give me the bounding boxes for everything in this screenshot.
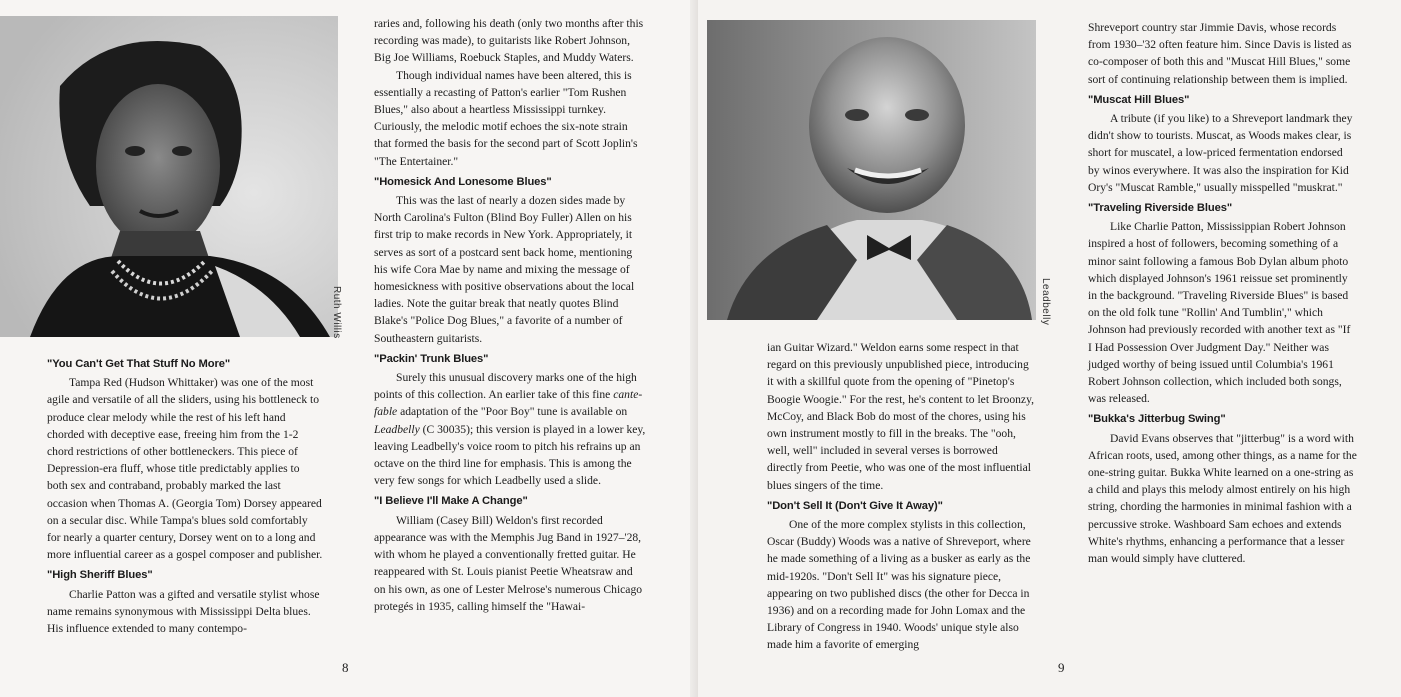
heading-muscat-hill-blues: "Muscat Hill Blues" bbox=[1088, 93, 1190, 106]
photo-credit-ruth-willis: Ruth Willis bbox=[331, 286, 342, 339]
text-segment: Surely this unusual discovery marks one of the high points of this collection. An earlier take of this fine bbox=[374, 371, 637, 402]
heading-packin-trunk-blues: "Packin' Trunk Blues" bbox=[374, 352, 489, 365]
left-page bbox=[0, 0, 698, 697]
right-column-1 bbox=[767, 339, 1035, 654]
heading-homesick-and-lonesome: "Homesick And Lonesome Blues" bbox=[374, 175, 552, 188]
left-column-2 bbox=[374, 15, 647, 615]
paragraph-bukka-white: David Evans observes that "jitterbug" is a word with African roots, used, among other things, as a name for the one-string guitar. Bukka White learned on a one-string as a child and plays this melody almost entirely on his high string, chording the harmonies in minimal fashion with a percussive stroke. Washboard Sam echoes and extends White's rhythms, enhancing a performance that a lesser man would simply have cluttered. bbox=[1088, 431, 1357, 566]
italic-cante-fable: cante-fable bbox=[374, 388, 643, 419]
paragraph-buddy-woods: One of the more complex stylists in this collection, Oscar (Buddy) Woods was a native of Shreveport, where he made something of a living as a busker as early as the mid-1920s. "Don't Sell It" was his signature piece, appearing on two published discs (the other for Decca in 1936) and on a recording made for John Lomax and the Library of Congress in 1940. Woods' unique style also made him a favorite of emerging bbox=[767, 518, 1031, 652]
portrait-photo-woman bbox=[0, 16, 338, 337]
paragraph-blind-boy-fuller: This was the last of nearly a dozen sides made by North Carolina's Fulton (Blind Boy Fuller) Allen on his first trip to make records in New York. Appropriately, it serves as sort of a postcard sent back home, mentioning his wife Cora Mae by name and mixing the message of homesickness with positive observations about the local ladies. Note the guitar break that neatly quotes Blind Blake's "Police Dog Blues," a favorite of a number of Southeastern guitarists. bbox=[374, 194, 635, 345]
heading-traveling-riverside-blues: "Traveling Riverside Blues" bbox=[1088, 202, 1233, 215]
paragraph-tom-rushen: Though individual names have been altered, this is essentially a recasting of Patton's earlier "Tom Rushen Blues," also about a heartless Mississippi turnkey. Curiously, the melodic motif echoes the six-note strain that formed the basis for the second part of Scott Joplin's "The Entertainer." bbox=[374, 68, 638, 168]
paragraph-robert-johnson: Like Charlie Patton, Mississippian Robert Johnson inspired a host of followers, becoming something of a minor saint following a famous Bob Dylan album photo which displayed Johnson's 1961 reissue set prominently in the background. "Traveling Riverside Blues" is based on the old folk tune "Rollin' And Tumblin'," which Johnson had previously recorded with another text as "If I Had Possession Over Judgment Day." Neither was judged worthy of being issued until Columbia's 1961 Robert Johnson collection, which included both songs, was released. bbox=[1088, 220, 1351, 406]
leadbelly-portrait-image bbox=[707, 20, 1036, 320]
photo-credit-leadbelly: Leadbelly bbox=[1040, 278, 1051, 326]
italic-leadbelly-album: Leadbelly bbox=[374, 422, 420, 436]
heading-you-cant-get-that-stuff: "You Can't Get That Stuff No More" bbox=[47, 358, 231, 370]
heading-high-sheriff-blues: "High Sheriff Blues" bbox=[47, 569, 153, 582]
woman-portrait-image bbox=[0, 16, 338, 337]
left-column-1 bbox=[47, 352, 323, 637]
text-segment: adaptation of the "Poor Boy" tune is available on bbox=[397, 405, 628, 419]
portrait-photo-leadbelly bbox=[707, 20, 1036, 320]
paragraph-weldon-continued: ian Guitar Wizard." Weldon earns some respect in that regard on this previously unpublished piece, introducing it with a skillful quote from the opening of "Pinetop's Boogie Woogie." For the rest, he's content to let Broonzy, McCoy, and Black Bob do most of the chores, using his own instrument mostly to fill in the breaks. The "ooh, well, well" included in several verses is borrowed directly from Peetie, who was one of the most influential blues singers of the time. bbox=[767, 341, 1035, 492]
paragraph-casey-bill-weldon: William (Casey Bill) Weldon's first recorded appearance was with the Memphis Jug Band in 1927–'28, with whom he played a conventionally fretted guitar. He reappeared with St. Louis pianist Peetie Wheatsraw and on his own, as one of Lester Melrose's numerous Chicago protegés in 1935, calling himself the "Hawai- bbox=[374, 513, 643, 613]
paragraph-packin-trunk bbox=[374, 369, 647, 489]
paragraph-jimmie-davis: Shreveport country star Jimmie Davis, whose records from 1930–'32 often feature him. Since Davis is listed as co-composer of both this and "Muscat Hill Blues," some sort of continuing relationship between them is implied. bbox=[1088, 21, 1352, 86]
paragraph-tampa-red: Tampa Red (Hudson Whittaker) was one of the most agile and versatile of all the sliders, using his bottleneck to produce clear melody while the rest of his left hand chorded with deceptive ease, freeing him from the 1-2 chord restrictions of other bottleneckers. This piece of Depression-era fluff, whose title predictably applies to both sex and contraband, probably marked the last occasion when Thomas A. (Georgia Tom) Dorsey appeared on a secular disc. While Tampa's blues sold comfortably for nearly a quarter century, Dorsey went on to a long and more influential career as a gospel composer and publisher. bbox=[47, 376, 323, 562]
heading-bukkas-jitterbug-swing: "Bukka's Jitterbug Swing" bbox=[1088, 413, 1226, 426]
text-segment: (C 30035); this version is played in a lower key, leaving Leadbelly's voice room to pitch his refrains up an octave on the third line for emphasis. This is among the very few songs for which Leadbelly used a slide. bbox=[374, 422, 646, 488]
heading-i-believe-ill-make-a-change: "I Believe I'll Make A Change" bbox=[374, 495, 528, 508]
paragraph-patton-continued: raries and, following his death (only two months after this recording was made), to guitarists like Robert Johnson, Big Joe Williams, Roebuck Staples, and Muddy Waters. bbox=[374, 17, 644, 65]
paragraph-muscat-hill: A tribute (if you like) to a Shreveport landmark they didn't show to tourists. Muscat, as Woods makes clear, is short for muscatel, a low-priced fermentation endorsed by winos everywhere. It was also the inspiration for Kid Ory's "Muscat Ramble," usually misspelled "muskrat." bbox=[1088, 112, 1353, 194]
right-page bbox=[698, 0, 1401, 697]
right-column-2 bbox=[1088, 19, 1357, 567]
page-number-9: 9 bbox=[1058, 660, 1065, 675]
page-number-8: 8 bbox=[342, 660, 349, 675]
heading-dont-sell-it: "Don't Sell It (Don't Give It Away)" bbox=[767, 499, 943, 512]
paragraph-charlie-patton: Charlie Patton was a gifted and versatile stylist whose name remains synonymous with Mississippi Delta blues. His influence extended to many contempo- bbox=[47, 587, 320, 636]
